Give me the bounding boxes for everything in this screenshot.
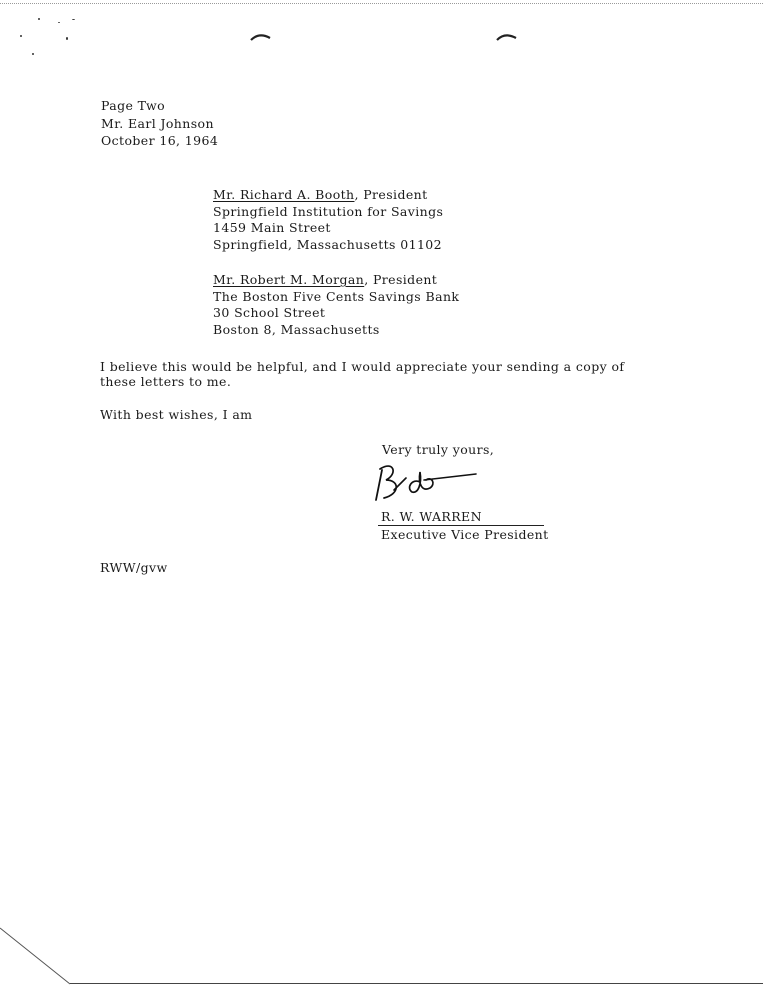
addressee-2-name: Mr. Robert M. Morgan	[213, 272, 365, 287]
scan-speck	[20, 35, 22, 37]
scan-speck	[72, 19, 75, 20]
addressee-2-title: , President	[364, 272, 438, 287]
signer-name: R. W. WARREN	[381, 509, 482, 524]
page-top-edge	[0, 3, 763, 4]
scan-speck	[38, 18, 40, 20]
signer-title: Executive Vice President	[381, 527, 549, 542]
staple-mark-left	[249, 32, 273, 42]
body-paragraph-line: these letters to me.	[100, 374, 232, 389]
addressee-1-line: Springfield Institution for Savings	[213, 204, 444, 219]
addressee-1-heading	[213, 187, 428, 203]
page-bottom-edge	[70, 983, 763, 984]
letter-date: October 16, 1964	[101, 133, 219, 148]
closing-sentence: With best wishes, I am	[100, 407, 253, 422]
body-paragraph-line: I believe this would be helpful, and I would appreciate your sending a copy of	[100, 359, 625, 374]
addressee-1-name: Mr. Richard A. Booth	[213, 187, 355, 202]
addressee-1-line: Springfield, Massachusetts 01102	[213, 237, 443, 252]
addressee-2-line: Boston 8, Massachusetts	[213, 322, 380, 337]
addressee-1-title: , President	[354, 187, 428, 202]
scan-speck	[32, 53, 34, 55]
recipient-name: Mr. Earl Johnson	[101, 116, 214, 131]
scan-speck	[66, 37, 68, 40]
addressee-1-line: 1459 Main Street	[213, 220, 331, 235]
page-label: Page Two	[101, 98, 165, 113]
scan-speck	[58, 22, 60, 23]
addressee-2-heading	[213, 272, 437, 288]
handwritten-signature	[372, 460, 482, 504]
addressee-2-line: 30 School Street	[213, 305, 326, 320]
addressee-2-line: The Boston Five Cents Savings Bank	[213, 289, 460, 304]
staple-mark-right	[495, 32, 519, 42]
reference-initials: RWW/gvw	[100, 560, 168, 575]
signature-rule	[378, 525, 544, 526]
complimentary-close: Very truly yours,	[382, 442, 495, 457]
scan-fold-line	[0, 920, 80, 990]
